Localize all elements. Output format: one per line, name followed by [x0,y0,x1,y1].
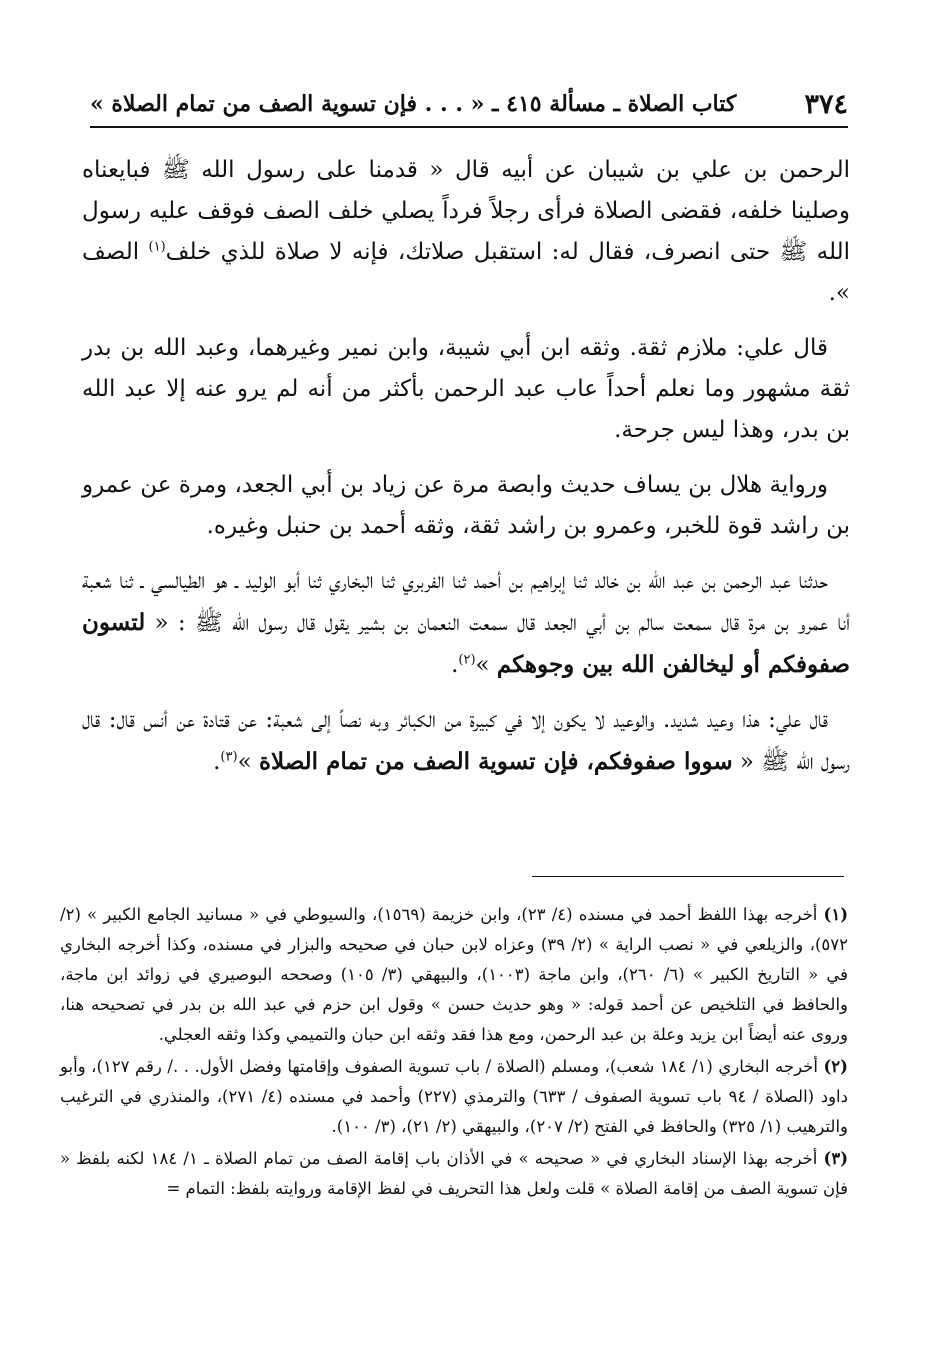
footnote-1 [60,900,848,1050]
footnote-ref-1: (١) [148,239,166,255]
footnote-ref-3: (٣) [220,749,238,765]
running-head: كتاب الصلاة ـ مسألة ٤١٥ ـ « . . . فإن تسوية الصف من تمام الصلاة » [90,91,737,117]
footnote-2-text: أخرجه البخاري (١/ ١٨٤ شعب)، ومسلم (الصلاة / باب تسوية الصفوف وإقامتها وفضل الأول. . ./ رقم ١٢٧)، وأبو داود (الصلاة / ٩٤ باب تسوية الصفوف / ٦٣٣) والترمذي (٢٢٧) وأحمد في مسنده (٤/ ٢٧١)، والمنذري في الترغيب والترهيب (١/ ٣٢٥) والحافظ في الفتح (٢/ ٢٠٧)، والبيهقي (٢/ ٢١)، (٣/ ١٠٠). [60,1057,848,1136]
footnote-1-text: أخرجه بهذا اللفظ أحمد في مسنده (٤/ ٢٣)، وابن خزيمة (١٥٦٩)، والسيوطي في « مسانيد الجامع الكبير » (٢/ ٥٧٢)، والزيلعي في « نصب الراية » (٢/ ٣٩) وعزاه لابن حبان في صحيحه والبزار في مسنده، وكذا أخرجه البخاري في « التاريخ الكبير » (٦/ ٢٦٠)، وابن ماجة (١٠٠٣)، والبيهقي (٣/ ١٠٥) وصححه البوصيري في زوائد ابن ماجة، والحافظ في التلخيص عن أحمد قوله: « وهو حديث حسن » وقول ابن حزم في عبد الله بن بدر في تصحيحه هنا، وروى عنه أيضاً ابن يزيد وعلة بن عبد الرحمن، ومع هذا فقد وثقه ابن حبان والتميمي وكذا وثقه العجلي. [60,905,848,1044]
page-header [90,82,848,128]
page-number: ٣٧٤ [804,88,848,120]
quote-close-1: » [475,652,497,678]
footnote-1-number: (١) [823,905,848,924]
footnote-separator [532,876,844,877]
paragraph-2: قال علي: ملازم ثقة. وثقه ابن أبي شيبة، وابن نمير وغيرهما، وعبد الله بن بدر ثقة مشهور وما نعلم أحداً عاب عبد الرحمن بأكثر من أنه لم يرو عنه إلا عبد الله بن بدر، وهذا ليس جرحة. [82,335,850,443]
hadith-text-2: سووا صفوفكم، فإن تسوية الصف من تمام الصلاة [258,748,733,775]
paragraph-4-end: . [451,652,459,678]
hadith-text-1: لتسون صفوفكم أو ليخالفن الله بين وجوهكم [82,609,850,678]
paragraph-5-text: قال علي: هذا وعيد شديد. والوعيد لا يكون إلا في كبيرة من الكبائر وبه نصاً إلى شعبة: عن قتادة عن أنس قال: قال رسول الله ﷺ « [82,707,850,775]
footnote-3-text: أخرجه بهذا الإسناد البخاري في « صحيحه » في الأذان باب إقامة الصف من تمام الصلاة ـ ١/ ١٨٤ لكنه بلفظ « فإن تسوية الصف من إقامة الصلاة » قلت ولعل هذا التحريف في لفظ الإقامة وروايته بلفظ: التمام = [60,1149,848,1198]
footnote-ref-2: (٢) [458,652,476,668]
quote-close-2: » [237,749,259,775]
main-text [82,150,850,797]
footnote-2 [60,1052,848,1142]
paragraph-1-end: الصف ». [82,239,850,306]
paragraph-3: ورواية هلال بن يساف حديث وابصة مرة عن زياد بن أبي الجعد، ومرة عن عمرو بن راشد قوة للخبر، وعمرو بن راشد ثقة، وثقه أحمد بن حنبل وغيره. [82,472,850,539]
footnote-2-number: (٢) [823,1057,848,1076]
paragraph-5-end: . [213,749,221,775]
footnotes [60,900,848,1206]
paragraph-5 [82,700,850,783]
footnote-3 [60,1144,848,1204]
paragraph-4-text: حدثنا عبد الرحمن بن عبد الله بن خالد ثنا إبراهيم بن أحمد ثنا الفربري ثنا البخاري ثنا أبو الوليد ـ هو الطيالسي ـ ثنا شعبة أنا عمرو بن مرة قال سمعت سالم بن أبي الجعد قال سمعت النعمان بن بشير يقول قال رسول الله ﷺ : « [82,568,850,636]
paragraph-4 [82,561,850,686]
footnote-3-number: (٣) [823,1149,849,1168]
paragraph-1 [82,150,850,314]
paragraph-1-text: الرحمن بن علي بن شيبان عن أبيه قال « قدمنا على رسول الله ﷺ فبايعناه وصلينا خلفه، فقضى الصلاة فرأى رجلاً فرداً يصلي خلف الصف فوقف عليه رسول الله ﷺ حتى انصرف، فقال له: استقبل صلاتك، فإنه لا صلاة للذي خلف [82,157,851,265]
